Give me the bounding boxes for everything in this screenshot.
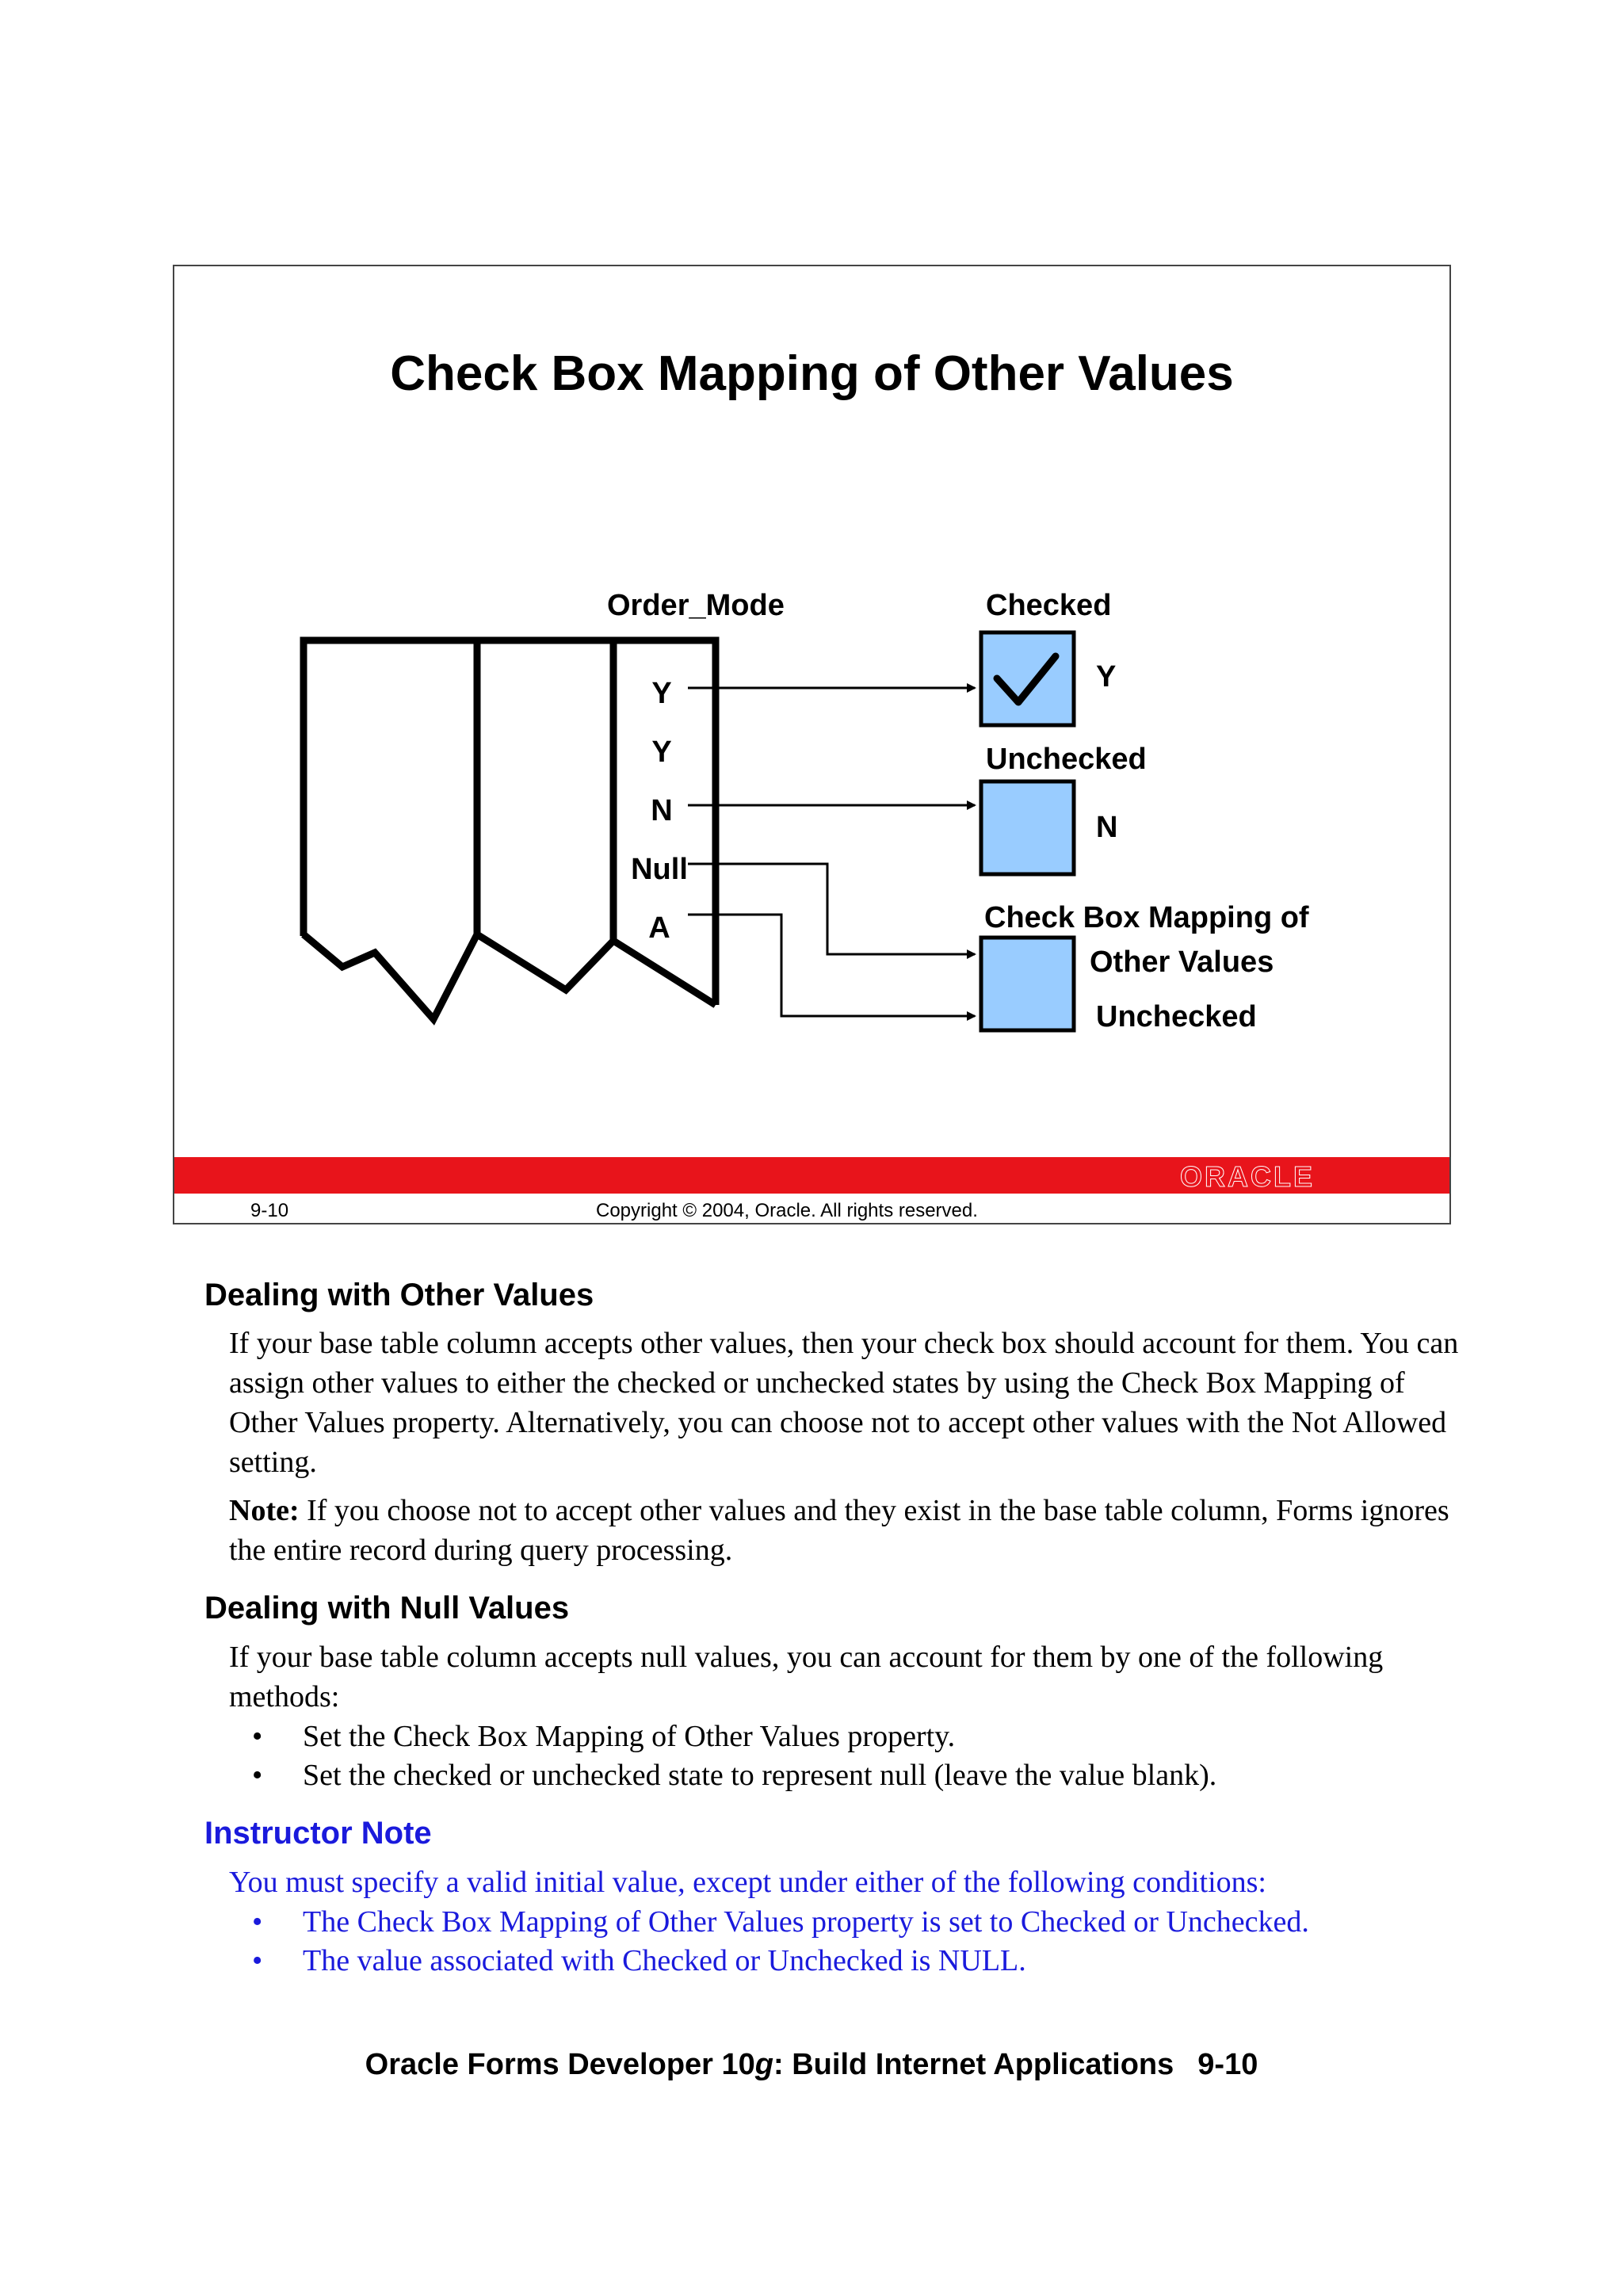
note-text: If you choose not to accept other values and they exist in the base table column, Forms ignores the entire record during query processing. bbox=[229, 1494, 1449, 1567]
value-a: A bbox=[648, 911, 670, 945]
footer-title-post: : Build Internet Applications bbox=[773, 2048, 1174, 2081]
bullet-icon: • bbox=[252, 1720, 263, 1753]
instructor-bullet-1 bbox=[252, 1902, 1309, 1942]
other-label-line1: Check Box Mapping of bbox=[984, 901, 1309, 934]
unchecked-checkbox bbox=[981, 781, 1074, 874]
value-y-2: Y bbox=[651, 735, 672, 769]
page-footer bbox=[0, 2048, 1623, 2082]
value-n: N bbox=[651, 794, 673, 827]
footer-page-number: 9-10 bbox=[1197, 2048, 1258, 2081]
null-bullet-1 bbox=[252, 1717, 955, 1756]
heading-null-values: Dealing with Null Values bbox=[204, 1591, 570, 1626]
slide-number: 9-10 bbox=[250, 1200, 289, 1221]
arrow-a-to-other bbox=[688, 915, 975, 1016]
value-null: Null bbox=[631, 853, 688, 886]
null-bullet-2 bbox=[252, 1755, 1216, 1795]
null-bullet-text-1: Set the Check Box Mapping of Other Values property. bbox=[303, 1720, 956, 1753]
instructor-bullet-2 bbox=[252, 1941, 1026, 1981]
mapping-diagram bbox=[174, 266, 1450, 1154]
unchecked-label: Unchecked bbox=[986, 743, 1147, 776]
slide-frame bbox=[173, 265, 1451, 1224]
heading-other-values: Dealing with Other Values bbox=[204, 1278, 594, 1312]
instructor-bullet-text-2: The value associated with Checked or Unchecked is NULL. bbox=[303, 1944, 1026, 1977]
torn-edge bbox=[304, 934, 716, 1019]
bullet-icon: • bbox=[252, 1944, 263, 1977]
copyright: Copyright © 2004, Oracle. All rights reserved. bbox=[596, 1200, 978, 1221]
instructor-bullet-text-1: The Check Box Mapping of Other Values property is set to Checked or Unchecked. bbox=[303, 1905, 1309, 1939]
column-header: Order_Mode bbox=[607, 589, 785, 622]
paragraph-note bbox=[229, 1491, 1465, 1570]
slide-footer bbox=[174, 1194, 1449, 1224]
null-bullet-text-2: Set the checked or unchecked state to represent null (leave the value blank). bbox=[303, 1759, 1217, 1792]
arrow-null-to-other bbox=[688, 864, 975, 954]
other-values-checkbox bbox=[981, 938, 1074, 1030]
footer-title-g: g bbox=[754, 2048, 774, 2081]
other-state: Unchecked bbox=[1096, 1000, 1257, 1033]
slide-title: Check Box Mapping of Other Values bbox=[390, 346, 1234, 401]
slide-footer-bar bbox=[174, 1157, 1449, 1194]
unchecked-value: N bbox=[1096, 811, 1118, 844]
oracle-logo: ORACLE bbox=[1180, 1160, 1315, 1193]
value-y-1: Y bbox=[651, 677, 672, 710]
checked-label: Checked bbox=[986, 589, 1112, 622]
footer-title bbox=[365, 2048, 1174, 2081]
paragraph-other-values: If your base table column accepts other values, then your check box should account for them. You can assign other values to either the checked or unchecked states by using the Check Box Mapping of Other Values property. Alternatively, you can choose not to accept other values with the Not Allowed setting. bbox=[229, 1327, 1459, 1479]
bullet-icon: • bbox=[252, 1759, 263, 1792]
heading-instructor-note: Instructor Note bbox=[204, 1816, 432, 1851]
other-label-line2: Other Values bbox=[1090, 946, 1274, 979]
paragraph-instructor-note: You must specify a valid initial value, except under either of the following conditions: bbox=[229, 1866, 1266, 1899]
footer-title-pre: Oracle Forms Developer 10 bbox=[365, 2048, 755, 2081]
note-label: Note: bbox=[229, 1494, 300, 1527]
paragraph-null-values: If your base table column accepts null values, you can account for them by one of the following methods: bbox=[229, 1641, 1384, 1713]
bullet-icon: • bbox=[252, 1905, 263, 1939]
checked-value: Y bbox=[1096, 660, 1117, 693]
